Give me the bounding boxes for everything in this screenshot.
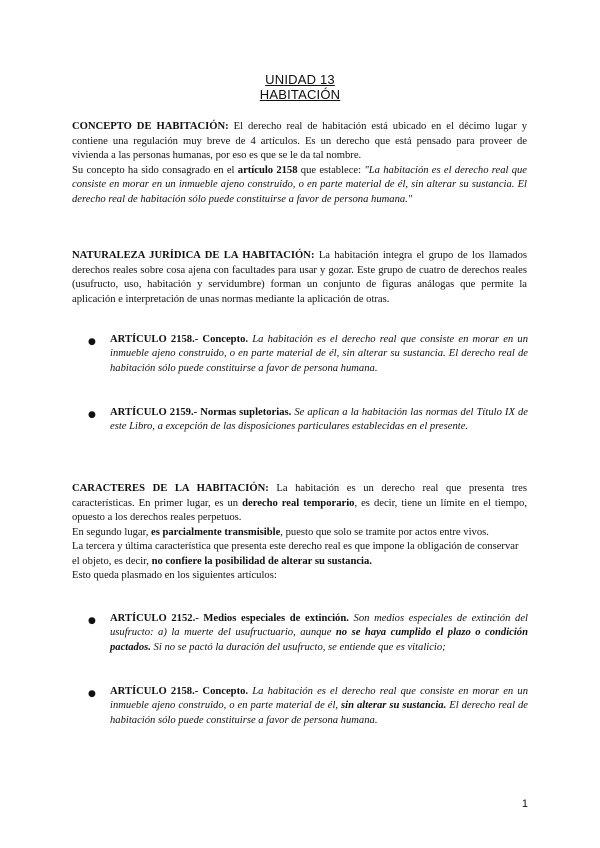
caracteres-text: Esto queda plasmado en los siguientes artículos: bbox=[72, 570, 277, 581]
article-text: El derecho real de habitación sólo puede constituirse a favor de persona humana. bbox=[110, 700, 528, 726]
concepto-quote: "La habitación es el derecho real que consiste en morar en un inmueble ajeno construido, o en parte material de él, sin alterar su sustancia. El derecho real de habitación sólo puede constituirse a favor de persona humana." bbox=[72, 164, 527, 205]
caracteres-text: La habitación es un derecho real que presenta tres características. En primer lugar, es un bbox=[72, 483, 527, 509]
page-number: 1 bbox=[521, 798, 528, 810]
caracteres-emphasis: derecho real temporario bbox=[242, 497, 355, 509]
naturaleza-heading: NATURALEZA JURÍDICA DE LA HABITACIÓN: bbox=[72, 250, 315, 261]
list-item bbox=[110, 612, 528, 655]
caracteres-text: , es decir, tiene un límite en el tiempo, opuesto a los derechos reales perpetuos. bbox=[72, 497, 527, 523]
article-emphasis: sin alterar su sustancia. bbox=[341, 700, 447, 712]
concepto-article-ref: artículo 2158 bbox=[237, 164, 298, 176]
bullet-icon: ● bbox=[88, 410, 96, 420]
concepto-ref-text-end: que establece: bbox=[297, 164, 365, 176]
concepto-section bbox=[72, 120, 527, 207]
article-text: Son medios especiales de extinción del usufructo: a) la muerte del usufructuario, aunque bbox=[110, 613, 528, 639]
caracteres-text: La tercera y última característica que presenta este derecho real es que impone la obligación de conservar el objeto, es decir, bbox=[72, 541, 519, 567]
article-text: Si no se pactó la duración del usufructo, se entiende que es vitalicio; bbox=[150, 641, 446, 653]
bullet-icon: ● bbox=[88, 616, 96, 626]
article-title: ARTÍCULO 2158.- Concepto. bbox=[110, 686, 249, 697]
caracteres-emphasis: es parcialmente transmisible bbox=[151, 526, 281, 538]
article-emphasis: no se haya cumplido el plazo o condición pactados. bbox=[110, 627, 528, 653]
page-title: HABITACIÓN bbox=[259, 87, 341, 102]
caracteres-section bbox=[72, 482, 527, 584]
caracteres-text: En segundo lugar, bbox=[72, 526, 152, 538]
naturaleza-text: La habitación integra el grupo de los llamados derechos reales sobre cosa ajena con facultades para usar y gozar. Este grupo de cuatro de derechos reales (usufructo, uso, habitación y servidumbre) forman un conjunto de figuras análogas que permite la aplicación e interpretación de unas normas mediante la aplicación de otras. bbox=[72, 250, 527, 305]
bullet-icon: ● bbox=[88, 337, 96, 347]
bullet-icon: ● bbox=[88, 689, 96, 699]
concepto-ref-text: Su concepto ha sido consagrado en el bbox=[72, 164, 238, 176]
unit-number: UNIDAD 13 bbox=[265, 72, 335, 87]
article-title: ARTÍCULO 2158.- Concepto. bbox=[110, 334, 249, 345]
caracteres-text: , puesto que solo se tramite por actos entre vivos. bbox=[280, 526, 489, 538]
list-item bbox=[110, 406, 528, 435]
naturaleza-section bbox=[72, 249, 527, 307]
article-text: La habitación es el derecho real que consiste en morar en un inmueble ajeno construido, o en parte material de él, sin alterar su sustancia. El derecho real de habitación sólo puede constituirse a favor de persona humana. bbox=[110, 334, 528, 374]
list-item bbox=[110, 685, 528, 728]
article-title: ARTÍCULO 2152.- Medios especiales de extinción. bbox=[110, 613, 349, 624]
list-item bbox=[110, 333, 528, 376]
article-text: Se aplican a la habitación las normas del Título IX de este Libro, a excepción de las disposiciones particulares establecidas en el presente. bbox=[110, 407, 528, 433]
concepto-text: El derecho real de habitación está ubicado en el décimo lugar y contiene una regulación muy breve de 4 artículos. Es un derecho que está pensado para proveer de vivienda a las personas humanas, por eso es que se le da tal nombre. bbox=[72, 121, 527, 161]
concepto-heading: CONCEPTO DE HABITACIÓN: bbox=[72, 121, 229, 132]
article-text: La habitación es el derecho real que consiste en morar en un inmueble ajeno construido, o en parte material de él, bbox=[110, 686, 528, 712]
caracteres-heading: CARACTERES DE LA HABITACIÓN: bbox=[72, 483, 269, 494]
caracteres-emphasis: no confiere la posibilidad de alterar su sustancia. bbox=[151, 555, 372, 567]
article-title: ARTÍCULO 2159.- Normas supletorias. bbox=[110, 407, 292, 418]
